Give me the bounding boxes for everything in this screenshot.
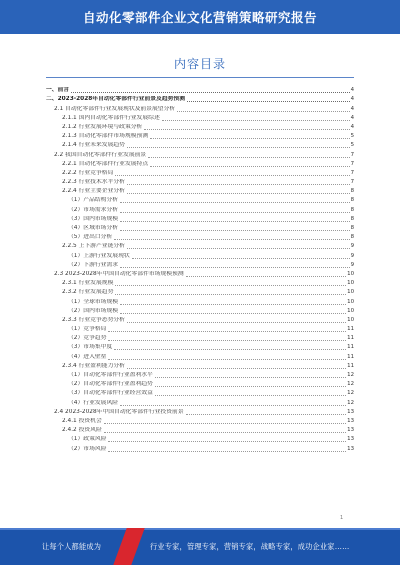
toc-entry-title: 2.3.3 行业竞争态势分析 <box>62 316 125 323</box>
toc-entry-page: 10 <box>347 316 354 323</box>
toc-entry-page: 13 <box>347 427 354 434</box>
toc-entry-page: 12 <box>347 399 354 406</box>
toc-entry[interactable] <box>46 148 354 157</box>
toc-entry-title: （1）上游行业发展现状 <box>68 252 130 259</box>
toc-entry-page: 12 <box>347 372 354 378</box>
toc-entry-title: 二、2023-2028年自动化零部件行业前景及趋势预测 <box>46 96 186 103</box>
toc-entry-title: 2.1 自动化零部件行业发展现状及前景展望分析 <box>54 105 176 112</box>
toc-entry-page: 9 <box>350 252 354 259</box>
toc-entry-title: （4）行业发展风险 <box>68 399 119 406</box>
toc-entry-page: 10 <box>347 298 354 305</box>
toc-entry[interactable] <box>46 295 354 304</box>
toc-entry-page: 10 <box>347 289 354 296</box>
footer-slogan-left: 让每个人都能成为 <box>42 542 102 551</box>
toc-entry[interactable] <box>46 176 354 185</box>
toc-entry-title: （1）竞争格局 <box>68 326 107 333</box>
toc-entry[interactable] <box>46 305 354 314</box>
toc-entry-title: 2.1.1 国内自动化零部件行业发展综述 <box>62 114 160 121</box>
toc-entry[interactable] <box>46 433 354 442</box>
toc-entry-page: 8 <box>350 197 354 204</box>
toc-entry[interactable] <box>46 259 354 268</box>
header-banner <box>0 0 400 34</box>
toc-entry-page: 8 <box>350 215 354 222</box>
toc-entry-page: 4 <box>350 123 354 130</box>
toc-entry-page: 13 <box>347 417 354 424</box>
toc-entry-page: 7 <box>350 160 354 167</box>
toc-entry-title: 2.2.5 上下游产业链分析 <box>62 243 125 250</box>
toc-entry[interactable] <box>46 93 354 102</box>
toc-entry-page: 11 <box>347 353 354 360</box>
toc-entry-title: 2.4.2 投资风险 <box>62 427 102 434</box>
toc-entry-page: 11 <box>347 344 354 351</box>
toc-entry[interactable] <box>46 415 354 424</box>
toc-entry[interactable] <box>46 231 354 240</box>
toc-entry-page: 10 <box>347 270 354 277</box>
toc-entry-title: 2.2.1 自动化零部件行业发展特点 <box>62 160 149 167</box>
toc-entry-page: 11 <box>347 335 354 342</box>
toc-entry-title: 2.2 我国自动化零部件行业发展前景 <box>54 151 147 158</box>
footer-banner <box>0 528 400 565</box>
toc-entry[interactable] <box>46 167 354 176</box>
toc-entry-title: 2.3.1 行业发展规模 <box>62 280 114 287</box>
toc-entry-page: 13 <box>347 445 354 452</box>
toc-entry-title: 2.1.3 自动化零部件市场规模预测 <box>62 133 149 140</box>
toc-entry-title: 2.1.2 行业发展环境与政策分析 <box>62 123 143 130</box>
toc-entry-title: （4）进入壁垒 <box>68 353 107 360</box>
toc-entry-page: 9 <box>350 261 354 268</box>
toc-entry-title: （1）全球市场规模 <box>68 298 119 305</box>
toc-entry[interactable] <box>46 387 354 396</box>
toc-entry[interactable] <box>46 249 354 258</box>
toc-entry[interactable] <box>46 121 354 130</box>
toc-entry-page: 4 <box>350 114 354 121</box>
toc-entry[interactable] <box>46 323 354 332</box>
toc-entry-title: （2）自动化零部件行业盈利趋势 <box>68 381 153 388</box>
toc-entry-title: （1）产品结构分析 <box>68 197 119 204</box>
toc-entry-title: （1）政策风险 <box>68 436 107 443</box>
toc-entry-page: 13 <box>347 408 354 415</box>
toc-entry[interactable] <box>46 130 354 139</box>
report-title: 自动化零部件企业文化营销策略研究报告 <box>82 10 317 25</box>
toc-entry-title: （3）自动化零部件行业经营效益 <box>68 390 153 397</box>
toc-entry[interactable] <box>46 341 354 350</box>
toc-entry[interactable] <box>46 378 354 387</box>
toc-entry-title: （2）下游行业需求 <box>68 261 119 268</box>
toc-entry[interactable] <box>46 240 354 249</box>
toc-entry-title: 2.4 2023-2028年中国自动化零部件行业投资前景 <box>54 408 184 415</box>
toc-entry-page: 8 <box>350 234 354 241</box>
toc-entry[interactable] <box>46 360 354 369</box>
page-number: 1 <box>340 515 344 521</box>
heading-divider <box>46 77 354 78</box>
toc-entry[interactable] <box>46 286 354 295</box>
toc-entry-page: 11 <box>347 362 354 369</box>
toc-entry[interactable] <box>46 158 354 167</box>
toc-entry[interactable] <box>46 442 354 451</box>
toc-entry[interactable] <box>46 369 354 378</box>
toc-entry-title: （2）市场风险 <box>68 445 107 452</box>
toc-entry[interactable] <box>46 112 354 121</box>
footer-slogan-right: 行业专家，管理专家，营销专家，战略专家，成功企业家…… <box>150 542 350 551</box>
toc-entry-title: （3）市场集中度 <box>68 344 113 351</box>
toc-entry-title: 2.2.2 行业竞争格局 <box>62 169 114 176</box>
toc-entry[interactable] <box>46 102 354 111</box>
toc-entry[interactable] <box>46 406 354 415</box>
toc-entry-title: 2.2.4 行业主要企业分析 <box>62 188 125 195</box>
toc-entry-page: 9 <box>350 243 354 250</box>
footer-red-accent <box>113 528 144 565</box>
toc-entry[interactable] <box>46 332 354 341</box>
footer-accent-line <box>0 528 400 530</box>
toc-entry[interactable] <box>46 203 354 212</box>
toc-entry-page: 4 <box>350 96 354 103</box>
toc-entry-title: （2）竞争趋势 <box>68 335 107 342</box>
toc-entry-page: 5 <box>350 142 354 149</box>
toc-entry-title: （4）区域市场分析 <box>68 225 119 231</box>
toc-entry-title: （2）国内市场规模 <box>68 307 119 314</box>
toc-entry-page: 10 <box>347 307 354 314</box>
toc-entry[interactable] <box>46 424 354 433</box>
toc-entry[interactable] <box>46 314 354 323</box>
toc-entry-title: 2.3 2023-2028年中国自动化零部件市场规模预测 <box>54 270 184 277</box>
toc-entry-page: 4 <box>350 87 354 94</box>
toc-entry[interactable] <box>46 268 354 277</box>
toc-entry[interactable] <box>46 194 354 203</box>
toc-entry-page: 12 <box>347 381 354 388</box>
toc-entry-title: 2.4.1 投资机会 <box>62 417 102 424</box>
toc-entry-page: 8 <box>350 206 354 213</box>
toc-entry-title: （3）国内市场规模 <box>68 215 119 222</box>
toc-entry-page: 8 <box>350 188 354 195</box>
toc-entry-page: 12 <box>347 390 354 397</box>
toc-entry[interactable] <box>46 277 354 286</box>
toc-entry-page: 7 <box>350 179 354 186</box>
toc-entry-page: 7 <box>350 169 354 176</box>
toc-entry-page: 4 <box>350 105 354 112</box>
toc-entry-title: （2）市场需求分析 <box>68 206 119 213</box>
toc-entry[interactable] <box>46 213 354 222</box>
toc-entry[interactable] <box>46 350 354 359</box>
toc-entry-title: 2.2.3 行业技术水平分析 <box>62 179 125 186</box>
toc-entry-page: 10 <box>347 280 354 287</box>
toc-leader-dots <box>108 447 346 452</box>
toc-entry-title: （1）自动化零部件行业盈利水平 <box>68 372 153 378</box>
toc-entry[interactable] <box>46 185 354 194</box>
toc-entry-title: 2.3.2 行业发展趋势 <box>62 289 114 296</box>
toc-entry-page: 5 <box>350 133 354 140</box>
toc-entry[interactable] <box>46 222 354 231</box>
toc-entry-page: 11 <box>347 326 354 333</box>
table-of-contents <box>46 84 354 452</box>
toc-entry-title: 2.1.4 行业未来发展趋势 <box>62 142 125 149</box>
toc-entry-title: 2.3.4 行业盈利能力分析 <box>62 362 125 369</box>
toc-entry-page: 8 <box>350 225 354 231</box>
toc-entry-page: 7 <box>350 151 354 158</box>
toc-entry-title: （5）进出口分析 <box>68 234 113 241</box>
toc-entry[interactable] <box>46 84 354 93</box>
toc-entry[interactable] <box>46 396 354 405</box>
toc-entry[interactable] <box>46 139 354 148</box>
toc-heading: 内容目录 <box>173 57 226 71</box>
toc-entry-title: 一、前言 <box>46 87 70 94</box>
toc-entry-page: 13 <box>347 436 354 443</box>
